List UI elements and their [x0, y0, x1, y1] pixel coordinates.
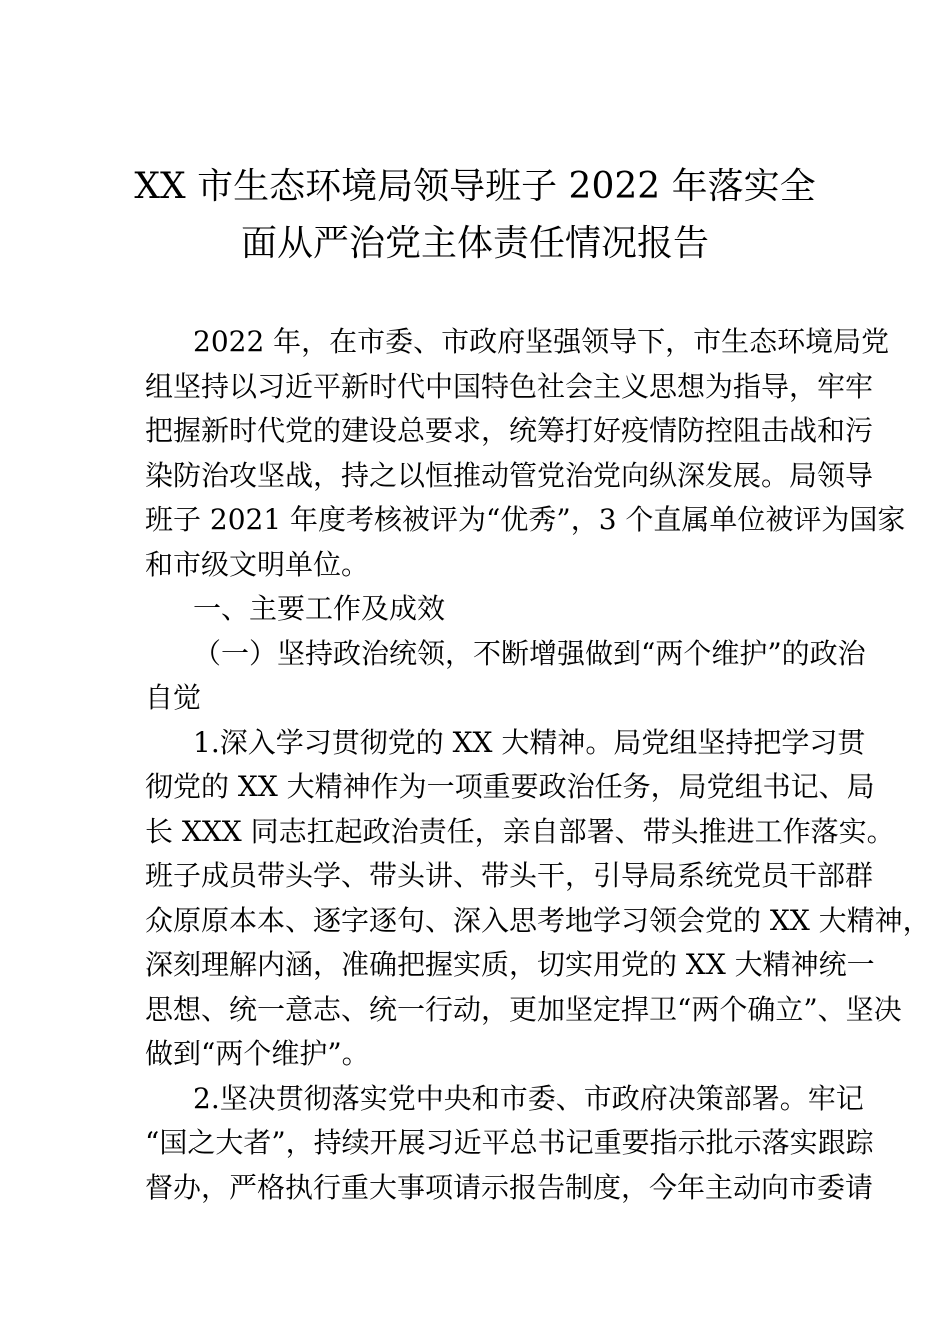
body-line: 长 XXX 同志扛起政治责任，亲自部署、带头推进工作落实。 — [145, 814, 895, 848]
title-line-1: XX 市生态环境局领导班子 2022 年落实全 — [134, 166, 816, 207]
body-line: 和市级文明单位。 — [145, 547, 370, 581]
body-line: 染防治攻坚战，持之以恒推动管党治党向纵深发展。局领导 — [145, 458, 874, 492]
body-line: 自觉 — [145, 681, 202, 714]
body-line: 组坚持以习近平新时代中国特色社会主义思想为指导，牢牢 — [145, 369, 874, 403]
body-line: 班子成员带头学、带头讲、带头干，引导局系统党员干部群 — [145, 859, 874, 892]
body-line: 2022 年，在市委、市政府坚强领导下，市生态环境局党 — [193, 325, 890, 358]
body-line: 1.深入学习贯彻党的 XX 大精神。局党组坚持把学习贯 — [193, 725, 866, 759]
body-line: 思想、统一意志、统一行动，更加坚定捍卫“两个确立”、坚决 — [145, 992, 902, 1026]
body-line: 做到“两个维护”。 — [145, 1037, 370, 1070]
title-line-2: 面从严治党主体责任情况报告 — [240, 223, 709, 264]
body-line: 众原原本本、逐字逐句、深入思考地学习领会党的 XX 大精神， — [145, 903, 931, 937]
document-title — [100, 158, 850, 272]
document-body — [145, 320, 931, 1210]
body-line: （一）坚持政治统领，不断增强做到“两个维护”的政治 — [193, 636, 866, 670]
body-line: 深刻理解内涵，准确把握实质，切实用党的 XX 大精神统一 — [145, 948, 875, 981]
body-line: “国之大者”，持续开展习近平总书记重要指示批示落实跟踪 — [145, 1126, 874, 1159]
body-line: 2.坚决贯彻落实党中央和市委、市政府决策部署。牢记 — [193, 1081, 864, 1115]
body-line: 督办，严格执行重大事项请示报告制度，今年主动向市委请 — [145, 1170, 874, 1204]
body-line: 班子 2021 年度考核被评为“优秀”，3 个直属单位被评为国家 — [145, 503, 906, 536]
body-line: 彻党的 XX 大精神作为一项重要政治任务，局党组书记、局 — [145, 770, 875, 803]
body-line: 一、主要工作及成效 — [193, 592, 446, 625]
body-line: 把握新时代党的建设总要求，统筹打好疫情防控阻击战和污 — [145, 414, 874, 447]
